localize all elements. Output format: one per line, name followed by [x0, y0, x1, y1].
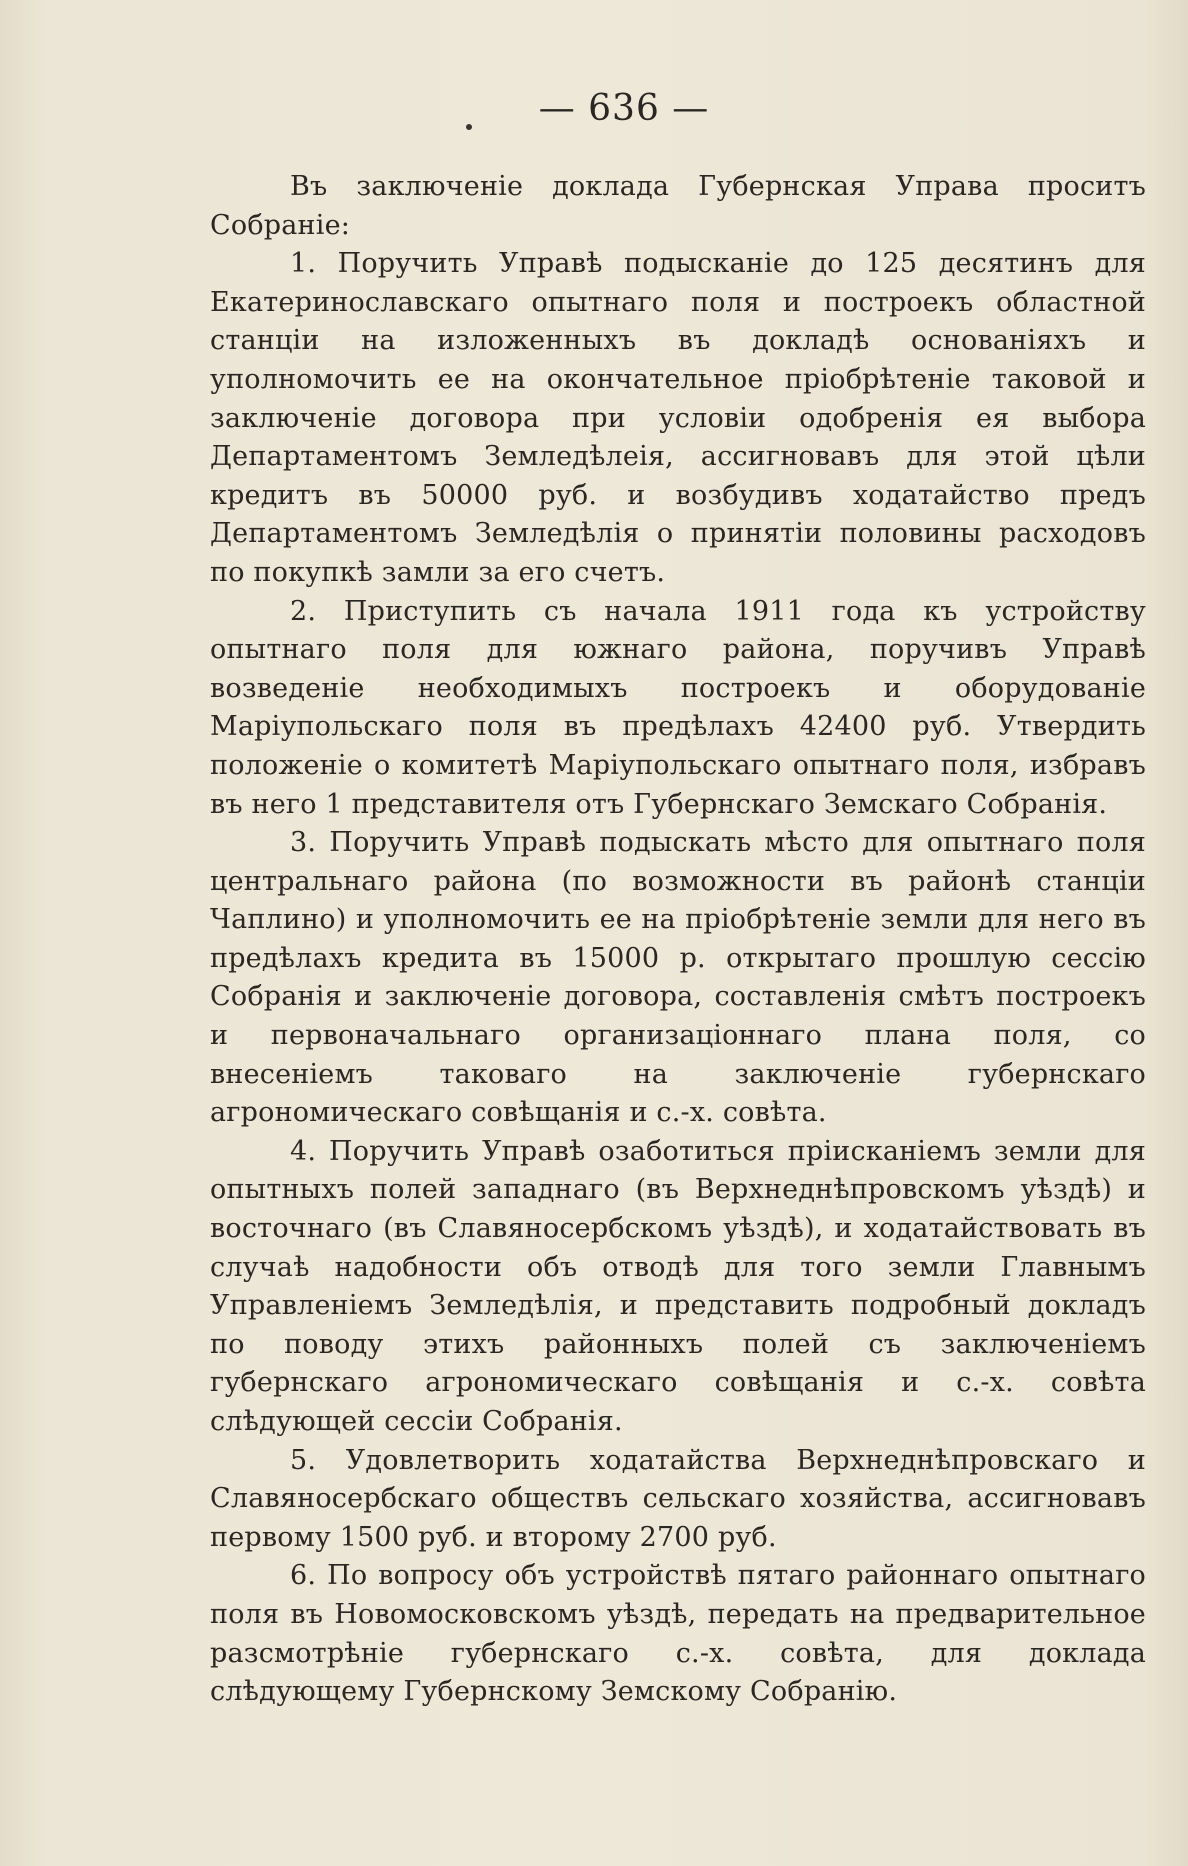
item-paragraph-1: 1. Поручить Управѣ подысканіе до 125 десятинъ для Екатеринославскаго опытнаго поля и построекъ областной станціи на изложенныхъ въ докладѣ основаніяхъ и уполномочить ее на окончательное пріобрѣтеніе таковой и заключеніе договора при условіи одобренія ея выбора Департаментомъ Земледѣлеія, ассигновавъ для этой цѣли кредитъ въ 50000 руб. и возбудивъ ходатайство предъ Департаментомъ Земледѣлія о принятіи половины расходовъ по покупкѣ замли за его счетъ. [210, 248, 1146, 588]
intro-paragraph: Въ заключеніе доклада Губернская Управа проситъ Собраніе: [210, 171, 1146, 241]
item-paragraph-5: 5. Удовлетворить ходатайства Верхнеднѣпровскаго и Славяносербскаго обществъ сельскаго хозяйства, ассигновавъ первому 1500 руб. и второму 2700 руб. [210, 1444, 1146, 1553]
page-number: — 636 — [538, 88, 710, 129]
item-paragraph-3: 3. Поручить Управѣ подыскать мѣсто для опытнаго поля центральнаго района (по возможности въ районѣ станціи Чаплино) и уполномочить ее на пріобрѣтеніе земли для него въ предѣлахъ кредита въ 15000 р. открытаго прошлую сессію Собранія и заключеніе договора, составленія смѣтъ построекъ и первоначальнаго организаціоннаго плана поля, со внесеніемъ таковаго на заключеніе губернскаго агрономическаго совѣщанія и с.-х. совѣта. [210, 827, 1146, 1129]
document-body [210, 168, 1146, 1712]
item-paragraph-4: 4. Поручить Управѣ озаботиться пріисканіемъ земли для опытныхъ полей западнаго (въ Верхнеднѣпровскомъ уѣздѣ) и восточнаго (въ Славяносербскомъ уѣздѣ), и ходатайствовать въ случаѣ надобности объ отводѣ для того земли Главнымъ Управленіемъ Земледѣлія, и представить подробный докладъ по поводу этихъ районныхъ полей съ заключеніемъ губернскаго агрономическаго совѣщанія и с.-х. совѣта слѣдующей сессіи Собранія. [210, 1135, 1146, 1437]
item-paragraph-6: 6. По вопросу объ устройствѣ пятаго районнаго опытнаго поля въ Новомосковскомъ уѣздѣ, передать на предварительное разсмотрѣніе губернскаго с.-х. совѣта, для доклада слѣдующему Губернскому Земскому Собранію. [210, 1560, 1146, 1708]
item-paragraph-2: 2. Приступить съ начала 1911 года къ устройству опытнаго поля для южнаго района, поручивъ Управѣ возведеніе необходимыхъ построекъ и оборудованіе Маріупольскаго поля въ предѣлахъ 42400 руб. Утвердить положеніе о комитетѣ Маріупольскаго опытнаго поля, избравъ въ него 1 представителя отъ Губернскаго Земскаго Собранія. [210, 595, 1146, 820]
